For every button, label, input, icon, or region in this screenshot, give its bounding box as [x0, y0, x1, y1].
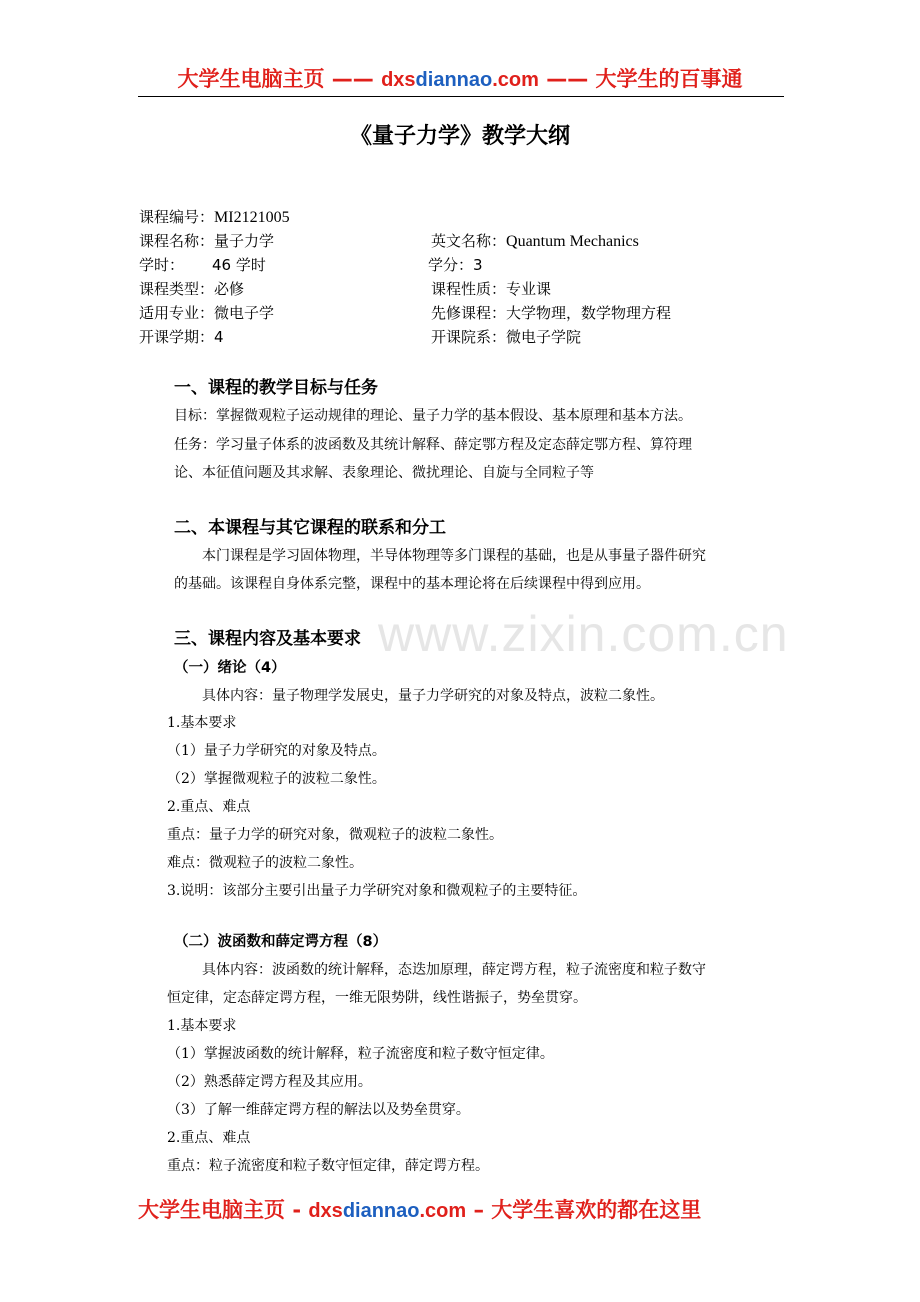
list-item: （1）量子力学研究的对象及特点。	[167, 743, 386, 759]
course-type: 课程类型：必修	[139, 280, 245, 298]
paragraph-line: 的基础。该课程自身体系完整，课程中的基本理论将在后续课程中得到应用。	[174, 576, 650, 592]
prerequisites: 先修课程：大学物理，数学物理方程	[431, 304, 672, 322]
footer-site-url[interactable]	[308, 1200, 466, 1222]
list-item: （2）熟悉薛定谔方程及其应用。	[167, 1074, 372, 1090]
header-rule	[138, 96, 784, 97]
applicable-major: 适用专业：微电子学	[139, 304, 275, 322]
course-name: 课程名称：量子力学	[139, 232, 275, 250]
url-tail: .com	[419, 1200, 467, 1222]
list-item: （3）了解一维薛定谔方程的解法以及势垒贯穿。	[167, 1102, 470, 1118]
list-item: （1）掌握波函数的统计解释，粒子流密度和粒子数守恒定律。	[167, 1046, 554, 1062]
footer-slogan: 大学生喜欢的都在这里	[491, 1198, 702, 1222]
section-heading: 一、课程的教学目标与任务	[174, 378, 378, 398]
footer-dash: –	[473, 1198, 484, 1222]
list-item: 重点：粒子流密度和粒子数守恒定律，薛定谔方程。	[167, 1158, 489, 1174]
url-blue: diannao	[342, 1200, 420, 1222]
unit-heading: （一）绪论（4）	[174, 660, 286, 676]
list-title: 2.重点、难点	[167, 799, 251, 815]
course-nature: 课程性质：专业课	[431, 280, 552, 298]
section-heading: 二、本课程与其它课程的联系和分工	[174, 518, 446, 538]
document-title: 《量子力学》教学大纲	[349, 124, 570, 149]
unit-heading: （二）波函数和薛定谔方程（8）	[174, 934, 388, 950]
paragraph-line: 具体内容：量子物理学发展史，量子力学研究的对象及特点，波粒二象性。	[202, 688, 664, 704]
list-title: 1.基本要求	[167, 715, 237, 731]
hours-value: 46 学时	[212, 256, 266, 274]
department: 开课院系：微电子学院	[431, 328, 582, 346]
list-item: 3.说明：该部分主要引出量子力学研究对象和微观粒子的主要特征。	[167, 883, 587, 899]
url-orange: dxs	[308, 1200, 343, 1222]
header-dash: ——	[331, 67, 374, 91]
header-slogan: 大学生的百事通	[595, 67, 743, 91]
list-item: 重点：量子力学的研究对象，微观粒子的波粒二象性。	[167, 827, 503, 843]
list-item: （2）掌握微观粒子的波粒二象性。	[167, 771, 386, 787]
list-title: 2.重点、难点	[167, 1130, 251, 1146]
header-banner	[0, 66, 920, 93]
paragraph-line: 论、本征值问题及其求解、表象理论、微扰理论、自旋与全同粒子等	[174, 465, 594, 481]
credits: 学分：3	[428, 256, 483, 274]
term: 开课学期：4	[139, 328, 224, 346]
list-title: 1.基本要求	[167, 1018, 237, 1034]
paragraph-line: 任务：学习量子体系的波函数及其统计解释、薛定鄂方程及定态薛定鄂方程、算符理	[174, 437, 692, 453]
watermark-text: www.zixin.com.cn	[378, 606, 789, 662]
course-code: 课程编号：MI2121005	[139, 208, 290, 226]
url-tail: .com	[492, 69, 539, 91]
paragraph-line: 本门课程是学习固体物理，半导体物理等多门课程的基础，也是从事量子器件研究	[202, 548, 706, 564]
english-name: 英文名称：Quantum Mechanics	[431, 232, 639, 250]
paragraph-line: 目标：掌握微观粒子运动规律的理论、量子力学的基本假设、基本原理和基本方法。	[174, 408, 692, 424]
header-dash: ——	[546, 67, 589, 91]
footer-banner	[138, 1197, 701, 1224]
paragraph-line: 恒定律，定态薛定谔方程，一维无限势阱，线性谐振子，势垒贯穿。	[167, 990, 587, 1006]
url-orange: dxs	[381, 69, 416, 91]
section-heading: 三、课程内容及基本要求	[174, 629, 361, 649]
footer-dash: -	[292, 1198, 302, 1222]
header-site-name: 大学生电脑主页	[177, 67, 325, 91]
list-item: 难点：微观粒子的波粒二象性。	[167, 855, 363, 871]
footer-site-name: 大学生电脑主页	[138, 1198, 285, 1222]
hours-label: 学时：	[139, 256, 185, 274]
header-site-url[interactable]	[381, 69, 539, 91]
paragraph-line: 具体内容：波函数的统计解释，态迭加原理，薛定谔方程，粒子流密度和粒子数守	[202, 962, 706, 978]
url-blue: diannao	[415, 69, 493, 91]
